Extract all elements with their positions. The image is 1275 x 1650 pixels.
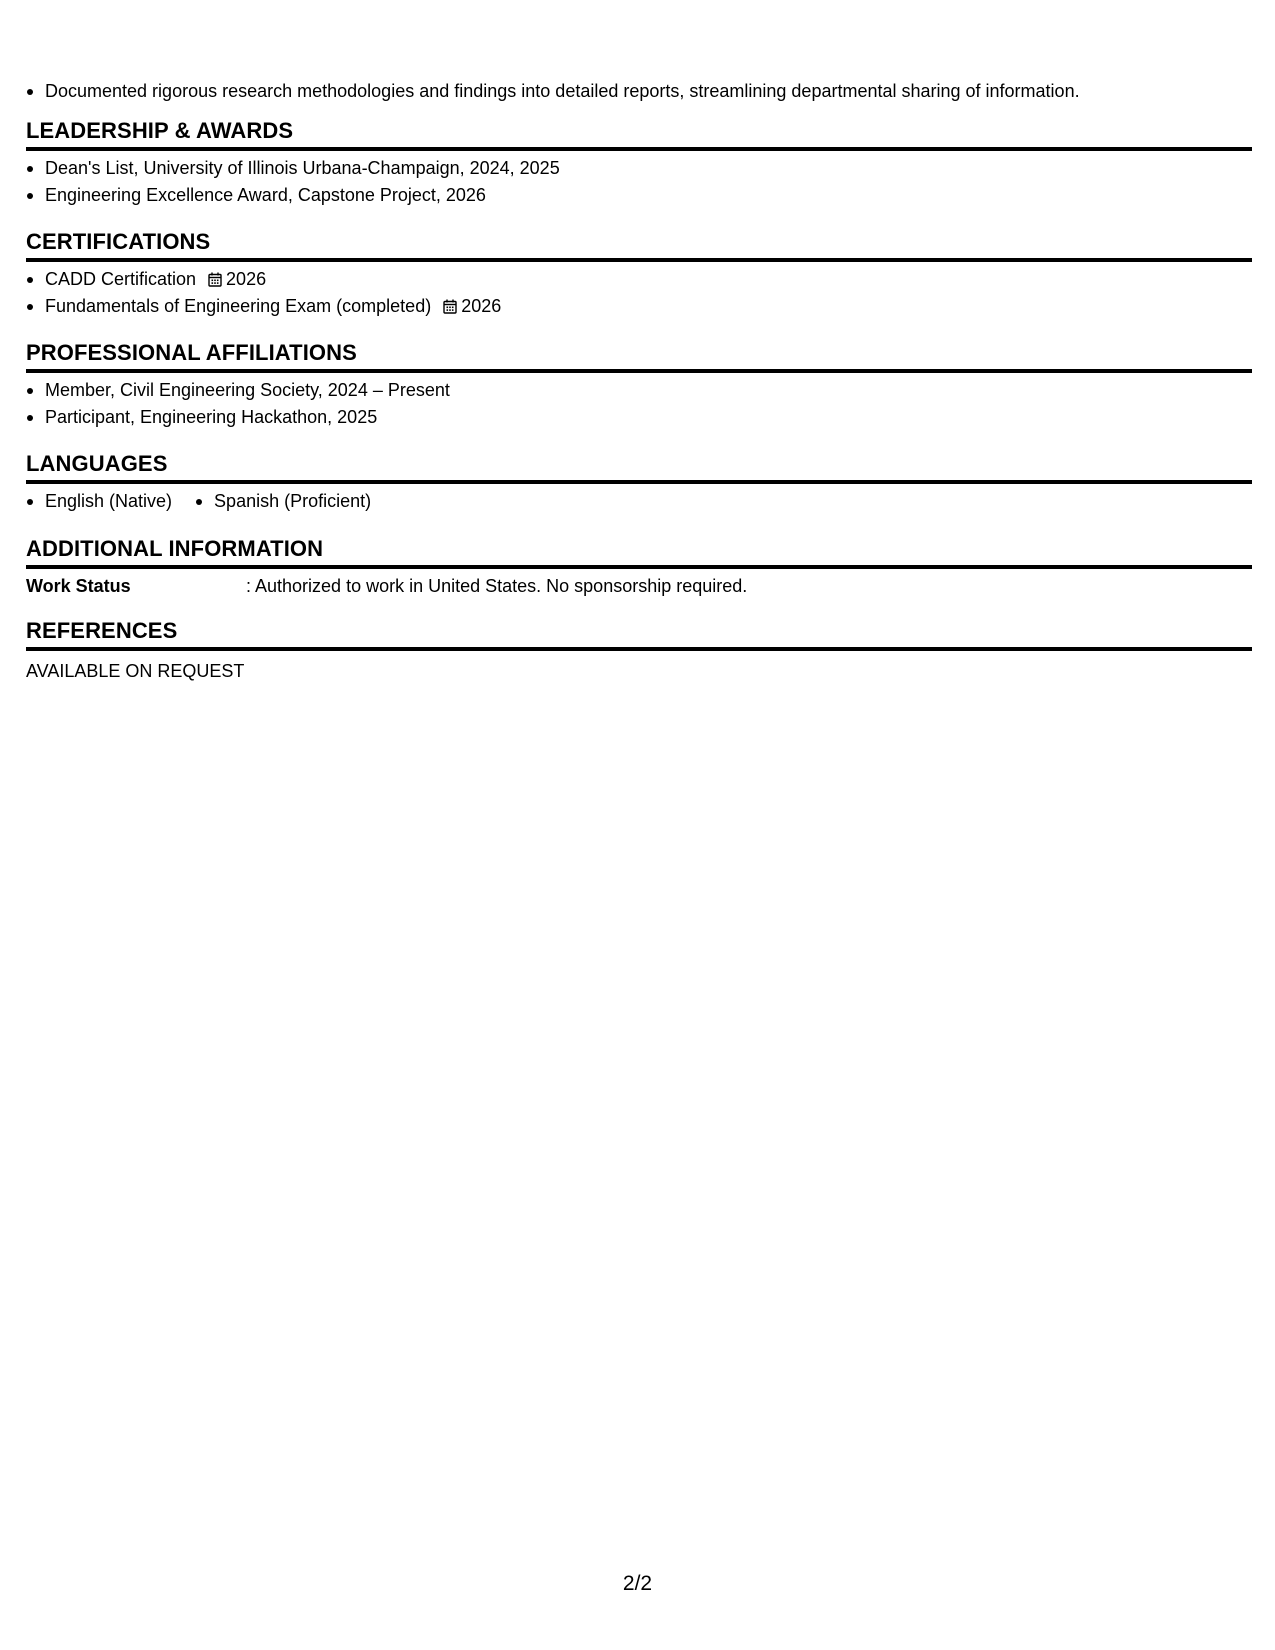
certification-year: 2026 [461,296,502,316]
leadership-list [26,151,1252,209]
experience-continued-list [26,78,1080,105]
section-heading: ADDITIONAL INFORMATION [26,536,324,561]
work-status-row [26,569,1252,599]
calendar-icon [443,299,457,314]
section-heading: LEADERSHIP & AWARDS [26,118,294,143]
certification-name: CADD Certification [45,269,197,289]
list-item: Dean's List, University of Illinois Urbana-Champaign, 2024, 2025 [26,155,1252,182]
references-text: AVAILABLE ON REQUEST [26,661,245,681]
certifications-section [26,228,1252,320]
section-heading: LANGUAGES [26,451,168,476]
section-heading: REFERENCES [26,618,178,643]
affiliations-list [26,373,1252,431]
languages-list [26,484,1252,515]
list-item: Member, Civil Engineering Society, 2024 – Present [26,377,1252,404]
work-status-label: Work Status [26,576,131,596]
leadership-awards-section [26,117,1252,209]
section-heading: CERTIFICATIONS [26,229,211,254]
certifications-list [26,262,1252,320]
certification-year: 2026 [226,269,267,289]
work-status-value: : Authorized to work in United States. No sponsorship required. [246,576,748,596]
calendar-icon [208,272,222,287]
certification-item [26,266,1252,293]
page-number: 2/2 [622,1572,653,1595]
list-item: Participant, Engineering Hackathon, 2025 [26,404,1252,431]
additional-info-section [26,535,1252,599]
languages-section [26,450,1252,515]
certification-name: Fundamentals of Engineering Exam (completed) [45,296,432,316]
affiliations-section [26,339,1252,431]
references-section [26,617,1252,684]
language-item: Spanish (Proficient) [195,488,371,515]
list-item: Documented rigorous research methodologies and findings into detailed reports, streamlining departmental sharing of information. [26,78,1080,105]
language-item: English (Native) [26,488,172,515]
list-item: Engineering Excellence Award, Capstone Project, 2026 [26,182,1252,209]
certification-item [26,293,1252,320]
section-heading: PROFESSIONAL AFFILIATIONS [26,340,357,365]
